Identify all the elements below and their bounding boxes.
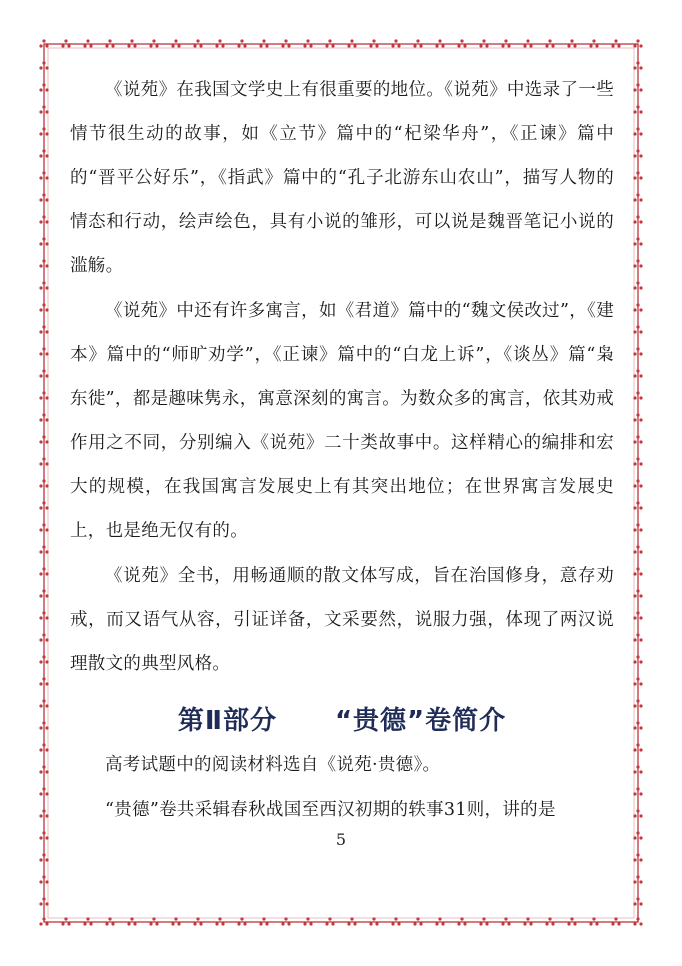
section-part-label: 第Ⅱ部分 [177, 706, 277, 736]
page-number: 5 [335, 830, 347, 849]
paragraph-guide-intro: “贵德”卷共采辑春秋战国至西汉初期的轶事31则，讲的是 [105, 800, 556, 820]
section-title: “贵德”卷简介 [334, 706, 507, 736]
paragraph-shuoyuan-fables: 《说苑》中还有许多寓言，如《君道》篇中的“魏文侯改过”，《建本》篇中的“师旷劝学”，《正谏》篇中的“白龙上诉”，《谈丛》篇“枭东徙”，都是趣味隽永，寓意深刻的寓言。为数众多的寓言，依其劝戒作用之不同，分别编入《说苑》二十类故事中。这样精心的编排和宏大的规模，在我国寓言发展史上有其突出地位；在世界寓言发展史上，也是绝无仅有的。 [70, 301, 614, 541]
paragraph-source-note: 高考试题中的阅读材料选自《说苑·贵德》。 [105, 755, 441, 775]
page-body [70, 68, 614, 832]
section-heading [70, 701, 614, 741]
paragraph-shuoyuan-style: 《说苑》全书，用畅通顺的散文体写成，旨在治国修身，意存劝戒，而又语气从容，引证详备，文采要然，说服力强，体现了两汉说理散文的典型风格。 [70, 566, 614, 674]
paragraph-shuoyuan-status: 《说苑》在我国文学史上有很重要的地位。《说苑》中选录了一些情节很生动的故事，如《立节》篇中的“杞梁华舟”，《正谏》篇中的“晋平公好乐”，《指武》篇中的“孔子北游东山农山”，描写人物的情态和行动，绘声绘色，具有小说的雏形，可以说是魏晋笔记小说的滥觞。 [70, 80, 614, 276]
